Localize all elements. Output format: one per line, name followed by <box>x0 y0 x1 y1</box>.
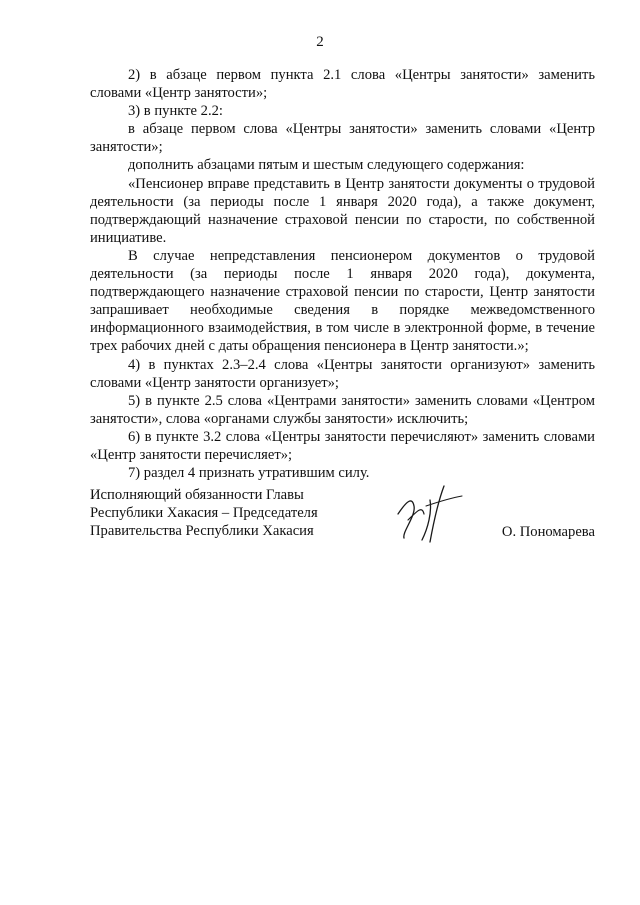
paragraph-quote-pensioner: «Пенсионер вправе представить в Центр занятости документы о трудовой деятельности (за периоды после 1 января 2020 года), а также документ, подтверждающий назначение страховой пенсии по старости, по собственной инициативе. <box>90 175 595 246</box>
document-body <box>90 66 595 482</box>
paragraph-quote-nonsubmission: В случае непредставления пенсионером документов о трудовой деятельности (за периоды после 1 января 2020 года), документа, подтверждающего назначение страховой пенсии по старости, Центр занятости запрашивает необходимые сведения в порядке межведомственного информационного взаимодействия, в том числе в электронной форме, в течение трех рабочих дней с даты обращения пенсионера в Центр занятости.»; <box>90 247 595 355</box>
paragraph-item-5: 5) в пункте 2.5 слова «Центрами занятости» заменить словами «Центром занятости», слова «органами службы занятости» исключить; <box>90 392 595 427</box>
signatory-title-line: Республики Хакасия – Председателя <box>90 505 318 522</box>
paragraph-add-abzacy: дополнить абзацами пятым и шестым следующего содержания: <box>128 157 525 174</box>
signature-block <box>90 486 595 546</box>
signatory-title <box>90 486 318 540</box>
paragraph-item-3: 3) в пункте 2.2: <box>128 103 223 120</box>
paragraph-item-3-first-abzac: в абзаце первом слова «Центры занятости» заменить словами «Центр занятости»; <box>90 121 595 156</box>
signatory-title-line: Правительства Республики Хакасия <box>90 523 314 540</box>
paragraph-item-7: 7) раздел 4 признать утратившим силу. <box>128 465 370 482</box>
handwritten-signature <box>388 480 478 546</box>
page-number: 2 <box>316 34 324 50</box>
signatory-name: О. Пономарева <box>501 524 595 540</box>
paragraph-item-4: 4) в пунктах 2.3–2.4 слова «Центры занятости организуют» заменить словами «Центр занятости организует»; <box>90 356 595 391</box>
signatory-title-line: Исполняющий обязанности Главы <box>90 487 304 503</box>
paragraph-item-2: 2) в абзаце первом пункта 2.1 слова «Центры занятости» заменить словами «Центр занятости»; <box>90 67 595 102</box>
paragraph-item-6: 6) в пункте 3.2 слова «Центры занятости перечисляют» заменить словами «Центр занятости перечисляет»; <box>90 428 595 463</box>
